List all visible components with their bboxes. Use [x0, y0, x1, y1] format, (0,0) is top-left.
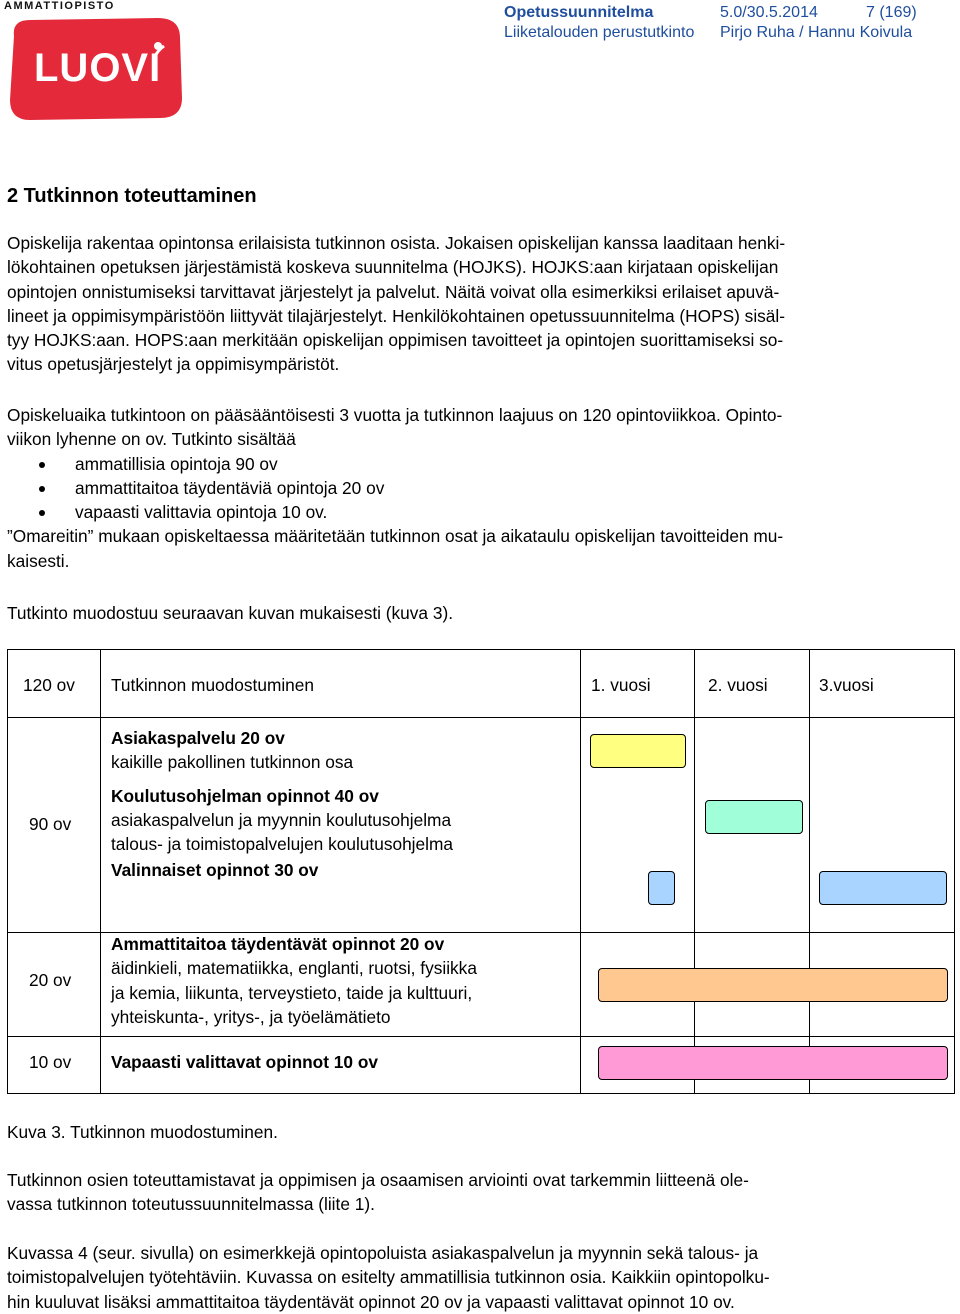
- bar-valinnaiset-1: [648, 871, 675, 905]
- text-line: Opiskelija rakentaa opintonsa erilaisista tutkinnon osista. Jokaisen opiskelijan kanssa laaditaan henki-: [7, 233, 786, 253]
- text-line: ”Omareitin” mukaan opiskeltaessa määritetään tutkinnon osat ja aikataulu opiskelijan tavoitteiden mu-: [7, 526, 784, 547]
- header-year-2: 2. vuosi: [708, 675, 768, 695]
- text-line: hin kuuluvat lisäksi ammattitaitoa täydentävät opinnot 20 ov ja vapaasti valittavat opinnot 10 ov.: [7, 1291, 735, 1312]
- taydentavat-desc-1: äidinkieli, matematiikka, englanti, ruotsi, fysiikka: [111, 958, 477, 978]
- text-line: opintojen onnistumiseksi tarvittavat järjestelyt ja palvelut. Näitä voivat olla esimerkiksi erilaiset apuvä-: [7, 281, 780, 302]
- logo: [4, 0, 184, 122]
- bar-vapaasti: [598, 1046, 948, 1080]
- section-title: 2 Tutkinnon toteuttaminen: [7, 185, 257, 207]
- paragraph-toteutus: [7, 1168, 953, 1217]
- text-line: Opiskeluaika tutkintoon on pääsääntöisesti 3 vuotta ja tutkinnon laajuus on 120 opintoviikkoa. Opinto-: [7, 405, 783, 425]
- text-line: tyy HOJKS:aan. HOPS:aan merkitään opiskelijan oppimisen tavoitteet ja opintojen suorittamiseksi so-: [7, 330, 784, 351]
- vapaasti-title: Vapaasti valittavat opinnot 10 ov: [111, 1052, 378, 1072]
- degree-structure-table: [7, 649, 955, 1094]
- bar-koulutusohjelma: [705, 800, 803, 834]
- row-90-ov: 90 ov: [29, 814, 72, 834]
- bar-valinnaiset-2: [819, 871, 947, 905]
- bullet-list: [7, 452, 953, 525]
- doc-title: Opetussuunnitelma: [504, 4, 654, 21]
- valinnaiset-title: Valinnaiset opinnot 30 ov: [111, 860, 319, 880]
- bar-taydentavat: [598, 968, 948, 1002]
- paragraph-hojks: [7, 231, 953, 377]
- text-line: lökohtainen opetuksen järjestämistä koskeva suunnitelma (HOJKS). HOJKS:aan kirjataan opiskelijan: [7, 257, 779, 278]
- list-item: vapaasti valittavia opintoja 10 ov.: [7, 500, 953, 524]
- logo-org-text: AMMATTIOPISTO: [4, 0, 115, 12]
- doc-authors: Pirjo Ruha / Hannu Koivula: [720, 24, 913, 41]
- bar-asiakaspalvelu: [590, 734, 686, 768]
- koulutusohjelma-desc-2: talous- ja toimistopalvelujen koulutusohjelma: [111, 834, 453, 854]
- taydentavat-desc-2: ja kemia, liikunta, terveystieto, taide ja kulttuuri,: [111, 983, 473, 1003]
- paragraph-opiskeluaika: [7, 403, 953, 573]
- asiakaspalvelu-desc: kaikille pakollinen tutkinnon osa: [111, 752, 354, 772]
- taydentavat-desc-3: yhteiskunta-, yritys-, ja työelämätieto: [111, 1007, 391, 1027]
- bullet-icon: [39, 510, 45, 516]
- figure-caption: Kuva 3. Tutkinnon muodostuminen.: [7, 1122, 278, 1142]
- paragraph-opintopolut: [7, 1241, 953, 1314]
- logo-text: LUOVI: [34, 46, 162, 90]
- doc-version: 5.0/30.5.2014: [720, 4, 818, 21]
- row-10-ov: 10 ov: [29, 1052, 72, 1072]
- header-ov: 120 ov: [23, 675, 75, 695]
- text-line: vitus opetusjärjestelyt ja oppimisympäristöt.: [7, 354, 340, 375]
- header-title: Tutkinnon muodostuminen: [111, 675, 315, 695]
- list-item: ammatillisia opintoja 90 ov: [7, 452, 953, 476]
- page-number: 7 (169): [866, 4, 917, 21]
- bullet-icon: [39, 486, 45, 492]
- taydentavat-title: Ammattitaitoa täydentävät opinnot 20 ov: [111, 934, 445, 954]
- text-line: vassa tutkinnon toteutussuunnitelmassa (liite 1).: [7, 1194, 375, 1215]
- text-line: lineet ja oppimisympäristöön liittyvät tilajärjestelyt. Henkilökohtainen opetussuunnitelma (HOPS) sisäl-: [7, 305, 786, 326]
- bullet-icon: [39, 462, 45, 468]
- text-line: Tutkinnon osien toteuttamistavat ja oppimisen ja osaamisen arviointi ovat tarkemmin liitteenä ole-: [7, 1170, 749, 1190]
- doc-subtitle: Liiketalouden perustutkinto: [504, 24, 695, 41]
- text-line: kaisesti.: [7, 550, 70, 571]
- row-20-ov: 20 ov: [29, 970, 72, 990]
- koulutusohjelma-title: Koulutusohjelman opinnot 40 ov: [111, 786, 379, 806]
- header-year-3: 3.vuosi: [819, 675, 874, 695]
- text-line: Kuvassa 4 (seur. sivulla) on esimerkkejä opintopoluista asiakaspalvelun ja myynnin sekä talous- ja: [7, 1243, 759, 1263]
- paragraph-intro-figure: Tutkinto muodostuu seuraavan kuvan mukaisesti (kuva 3).: [7, 603, 454, 623]
- text-line: toimistopalvelujen työtehtäviin. Kuvassa on esitelty ammatillisia tutkinnon osia. Kaikkiin opintopolku-: [7, 1267, 770, 1288]
- koulutusohjelma-desc-1: asiakaspalvelun ja myynnin koulutusohjelma: [111, 810, 452, 830]
- list-item: ammattitaitoa täydentäviä opintoja 20 ov: [7, 476, 953, 500]
- asiakaspalvelu-title: Asiakaspalvelu 20 ov: [111, 728, 285, 748]
- header-year-1: 1. vuosi: [591, 675, 651, 695]
- text-line: viikon lyhenne on ov. Tutkinto sisältää: [7, 429, 296, 450]
